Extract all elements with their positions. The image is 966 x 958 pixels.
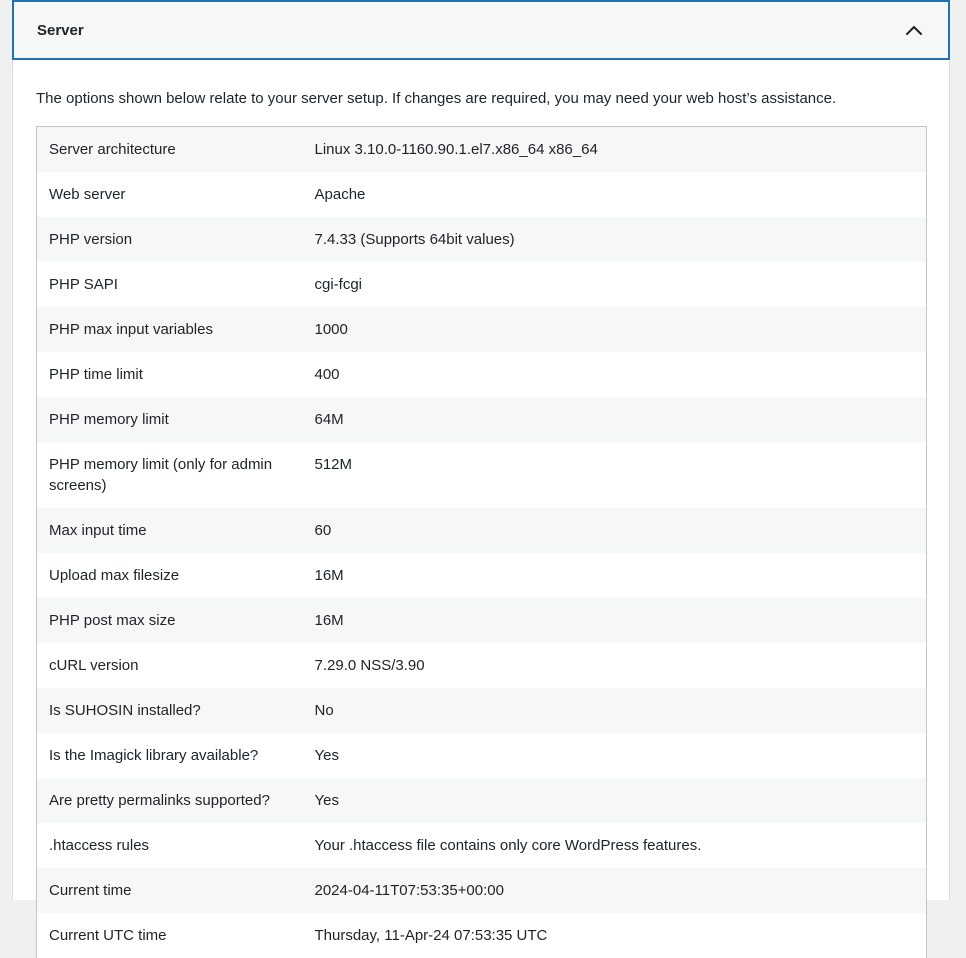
table-row [37, 643, 927, 688]
row-value: 1000 [314, 321, 348, 338]
row-label: Is SUHOSIN installed? [49, 702, 201, 719]
row-label: PHP SAPI [49, 276, 118, 293]
row-label: PHP post max size [49, 612, 176, 629]
server-accordion-toggle[interactable] [12, 0, 950, 60]
row-label: PHP time limit [49, 366, 143, 383]
table-row [37, 508, 927, 553]
table-row [37, 688, 927, 733]
row-label: Max input time [49, 522, 147, 539]
row-value: 60 [314, 522, 332, 539]
row-value: Apache [314, 186, 366, 203]
table-row [37, 553, 927, 598]
row-label: Current UTC time [49, 927, 167, 944]
table-row [37, 778, 927, 823]
row-label: .htaccess rules [49, 837, 150, 854]
server-info-table [36, 126, 927, 958]
row-label: Current time [49, 882, 132, 899]
table-row [37, 127, 927, 173]
row-value: 16M [314, 612, 344, 629]
table-row [37, 172, 927, 217]
row-label: Are pretty permalinks supported? [49, 792, 270, 809]
row-value: Your .htaccess file contains only core WordPress features. [314, 837, 702, 854]
chevron-up-icon[interactable] [904, 20, 924, 40]
table-row [37, 868, 927, 913]
table-row [37, 823, 927, 868]
row-value: cgi-fcgi [314, 276, 363, 293]
row-label: PHP max input variables [49, 321, 213, 338]
row-value: No [314, 702, 334, 719]
row-value: Thursday, 11-Apr-24 07:53:35 UTC [314, 927, 548, 944]
row-value: 512M [314, 456, 353, 473]
row-label: Server architecture [49, 141, 176, 158]
row-value: 7.4.33 (Supports 64bit values) [314, 231, 515, 248]
table-row [37, 913, 927, 958]
row-label: PHP version [49, 231, 133, 248]
row-label: Is the Imagick library available? [49, 747, 259, 764]
row-value: 64M [314, 411, 344, 428]
row-value: 7.29.0 NSS/3.90 [314, 657, 425, 674]
row-value: 400 [314, 366, 340, 383]
section-description: The options shown below relate to your server setup. If changes are required, you may need your web host’s assistance. [36, 90, 837, 107]
row-value: 16M [314, 567, 344, 584]
row-label: cURL version [49, 657, 139, 674]
table-row [37, 217, 927, 262]
table-row [37, 442, 927, 508]
row-value: Linux 3.10.0-1160.90.1.el7.x86_64 x86_64 [314, 141, 598, 158]
row-label: Web server [49, 186, 126, 203]
table-row [37, 307, 927, 352]
row-value: 2024-04-11T07:53:35+00:00 [314, 882, 504, 899]
table-row [37, 397, 927, 442]
table-row [37, 352, 927, 397]
row-label: PHP memory limit (only for admin screens) [49, 456, 273, 494]
section-title: Server [37, 21, 84, 39]
table-row [37, 598, 927, 643]
row-label: PHP memory limit [49, 411, 169, 428]
table-row [37, 733, 927, 778]
row-value: Yes [314, 792, 339, 809]
row-label: Upload max filesize [49, 567, 180, 584]
table-row [37, 262, 927, 307]
row-value: Yes [314, 747, 339, 764]
